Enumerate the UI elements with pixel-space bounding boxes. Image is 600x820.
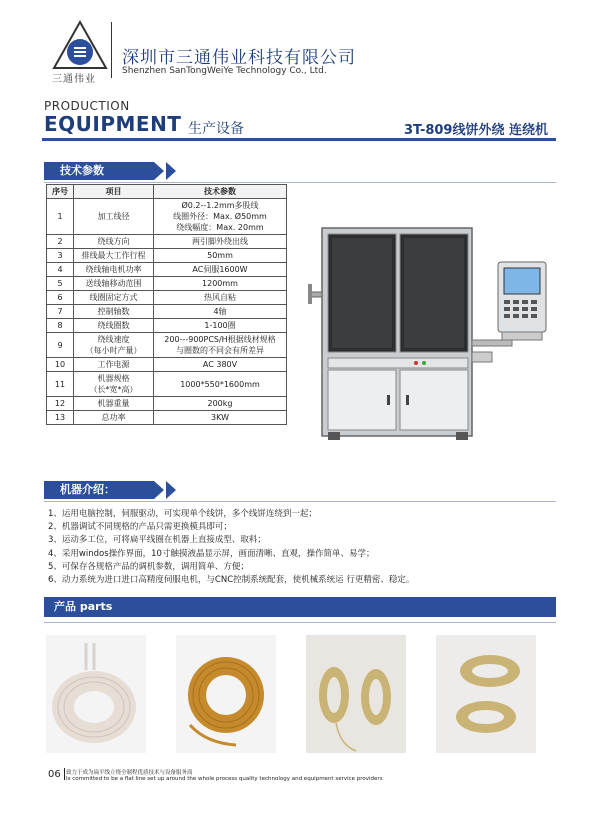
intro-list	[48, 508, 414, 587]
spec-item: 绕线速度 （每小时产量）	[74, 333, 154, 358]
specs-tab-rule	[44, 182, 556, 183]
company-name-en: Shenzhen SanTongWeiYe Technology Co., Ltd.	[122, 66, 327, 76]
footer-slogan-en: Is committed to be a flat line set up around the whole process quality technology and equipment service providers	[66, 776, 383, 782]
spec-no: 13	[47, 411, 74, 425]
part-image-gold-coils	[306, 635, 406, 753]
spec-item: 绕线轴电机功率	[74, 263, 154, 277]
intro-tab-arrow	[154, 481, 164, 499]
spec-row	[47, 305, 287, 319]
spec-row	[47, 235, 287, 249]
intro-item: 3、运动多工位，可将扁平线圈在机器上直接成型、取料；	[48, 535, 266, 546]
intro-item: 2、机器调试不同规格的产品只需更换模具即可；	[48, 522, 232, 533]
spec-row	[47, 263, 287, 277]
spec-value: 两引脚外绕出线	[154, 235, 287, 249]
intro-item: 4、采用windos操作界面，10寸触摸液晶显示屏，画面清晰、直观，操作简单、易学；	[48, 548, 375, 559]
spec-value: 4轴	[154, 305, 287, 319]
spec-header-row	[47, 185, 287, 199]
spec-no: 12	[47, 397, 74, 411]
spec-no: 8	[47, 319, 74, 333]
spec-value: AC伺服1600W	[154, 263, 287, 277]
spec-row	[47, 397, 287, 411]
col-header-item: 项目	[74, 185, 154, 199]
spec-value: 1200mm	[154, 277, 287, 291]
intro-item: 6、动力系统为进口进口高精度伺服电机，与CNC控制系统配套，使机械系统运 行更精密、稳定。	[48, 575, 415, 586]
spec-value: Ø0.2--1.2mm多股线 线圈外径：Max. Ø50mm 绕线幅度：Max. 20mm	[154, 199, 287, 235]
footer-divider	[64, 768, 65, 780]
spec-item: 总功率	[74, 411, 154, 425]
parts-rule	[44, 622, 556, 623]
spec-no: 4	[47, 263, 74, 277]
machine-image	[292, 220, 560, 452]
intro-tab-rule	[44, 501, 556, 502]
spec-item: 线圈固定方式	[74, 291, 154, 305]
page-number: 06	[48, 769, 61, 780]
spec-no: 1	[47, 199, 74, 235]
spec-no: 11	[47, 372, 74, 397]
equipment-label: EQUIPMENT	[44, 112, 182, 136]
parts-section-bar: 产品 parts	[44, 597, 556, 617]
spec-row	[47, 411, 287, 425]
spec-row	[47, 199, 287, 235]
part-image-copper-coil	[176, 635, 276, 753]
spec-item: 机器规格 （长*宽*高）	[74, 372, 154, 397]
company-name-cn: 深圳市三通伟业科技有限公司	[122, 48, 356, 68]
intro-tab: 机器介绍：	[44, 481, 154, 499]
spec-value: 1-100圈	[154, 319, 287, 333]
intro-item: 1、运用电脑控制，伺服驱动，可实现单个线饼，多个线饼连绕到一起；	[48, 509, 317, 519]
spec-item: 绕线方向	[74, 235, 154, 249]
spec-item: 绕线圈数	[74, 319, 154, 333]
spec-table-body	[47, 199, 287, 425]
specs-tab-arrow	[154, 162, 164, 180]
spec-item: 工作电源	[74, 358, 154, 372]
spec-no: 6	[47, 291, 74, 305]
part-image-white-coil	[46, 635, 146, 753]
header-divider	[111, 22, 112, 78]
spec-no: 2	[47, 235, 74, 249]
spec-row	[47, 249, 287, 263]
spec-value: 热风自粘	[154, 291, 287, 305]
spec-no: 5	[47, 277, 74, 291]
spec-value: 3KW	[154, 411, 287, 425]
spec-row	[47, 372, 287, 397]
spec-item: 加工线径	[74, 199, 154, 235]
part-image-flat-coils	[436, 635, 536, 753]
spec-value: 200kg	[154, 397, 287, 411]
model-title: 3T-809线饼外绕 连绕机	[403, 123, 548, 138]
intro-item: 5、可保存各规格产品的调机参数，调用简单、方便；	[48, 561, 249, 572]
spec-value: 200---900PCS/H根据线材规格 与圈数的不同会有所差异	[154, 333, 287, 358]
col-header-no: 序号	[47, 185, 74, 199]
specs-tab-arrow-2	[166, 162, 176, 180]
spec-no: 3	[47, 249, 74, 263]
spec-no: 7	[47, 305, 74, 319]
spec-row	[47, 291, 287, 305]
spec-item: 控制轴数	[74, 305, 154, 319]
spec-value: 1000*550*1600mm	[154, 372, 287, 397]
spec-no: 10	[47, 358, 74, 372]
spec-row	[47, 319, 287, 333]
spec-table	[46, 184, 287, 425]
intro-tab-arrow-2	[166, 481, 176, 499]
spec-no: 9	[47, 333, 74, 358]
spec-row	[47, 333, 287, 358]
spec-item: 机器重量	[74, 397, 154, 411]
spec-item: 排线最大工作行程	[74, 249, 154, 263]
equipment-label-cn: 生产设备	[188, 121, 244, 137]
specs-tab: 技术参数	[44, 162, 154, 180]
spec-row	[47, 277, 287, 291]
spec-value: AC 380V	[154, 358, 287, 372]
col-header-value: 技术参数	[154, 185, 287, 199]
header-rule	[42, 138, 556, 141]
spec-item: 送线轴移动范围	[74, 277, 154, 291]
spec-value: 50mm	[154, 249, 287, 263]
spec-row	[47, 358, 287, 372]
production-label: PRODUCTION	[44, 99, 130, 113]
logo-text: 三通伟业	[52, 74, 96, 85]
footer-slogan-cn: 致力于成为扁平线立绕全制程优质技术与设备服务商	[66, 770, 193, 776]
